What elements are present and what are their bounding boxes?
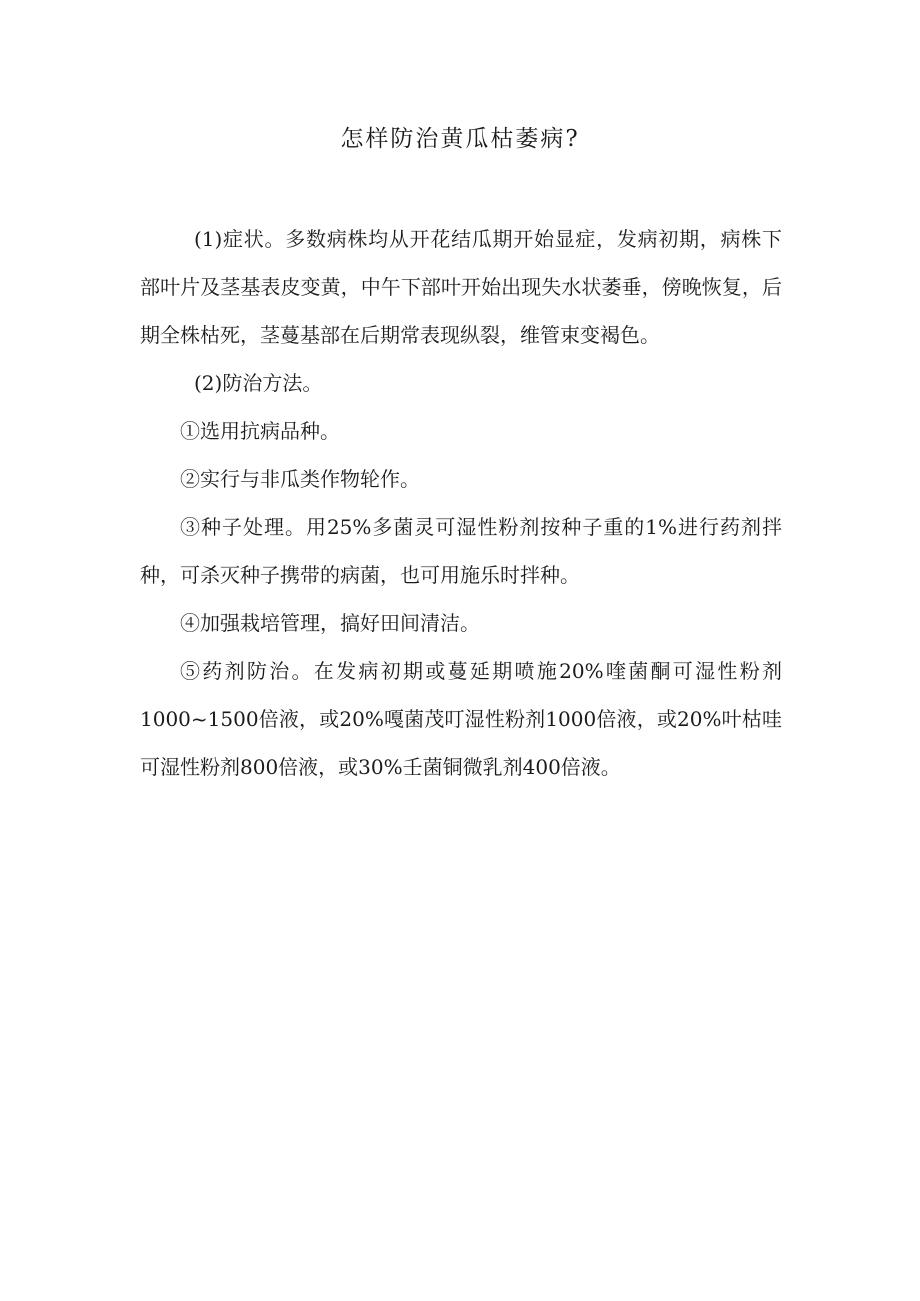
- document-title: 怎样防治黄瓜枯萎病?: [340, 126, 580, 152]
- document-body: [140, 215, 782, 791]
- paragraph-symptoms: (1)症状。多数病株均从开花结瓜期开始显症，发病初期，病株下部叶片及茎基表皮变黄，中午下部叶开始出现失水状萎垂，傍晚恢复，后期全株枯死，茎蔓基部在后期常表现纵裂，维管束变褐色。: [140, 227, 782, 347]
- paragraph-method-chemical-control: ⑤药剂防治。在发病初期或蔓延期喷施20%喹菌酮可湿性粉剂1000~1500倍液，或20%嘎菌茂叮湿性粉剂1000倍液，或20%叶枯哇可湿性粉剂800倍液，或30%壬菌铜微乳剂400倍液。: [140, 659, 782, 779]
- paragraph-control-methods-heading: (2)防治方法。: [194, 371, 323, 395]
- paragraph-method-resistant-varieties: ①选用抗病品种。: [180, 419, 340, 443]
- paragraph-method-cultivation-management: ④加强栽培管理，搞好田间清洁。: [180, 611, 480, 635]
- paragraph-method-seed-treatment: ③种子处理。用25%多菌灵可湿性粉剂按种子重的1%进行药剂拌种，可杀灭种子携带的病菌，也可用施乐时拌种。: [140, 515, 782, 587]
- paragraph-method-crop-rotation: ②实行与非瓜类作物轮作。: [180, 467, 420, 491]
